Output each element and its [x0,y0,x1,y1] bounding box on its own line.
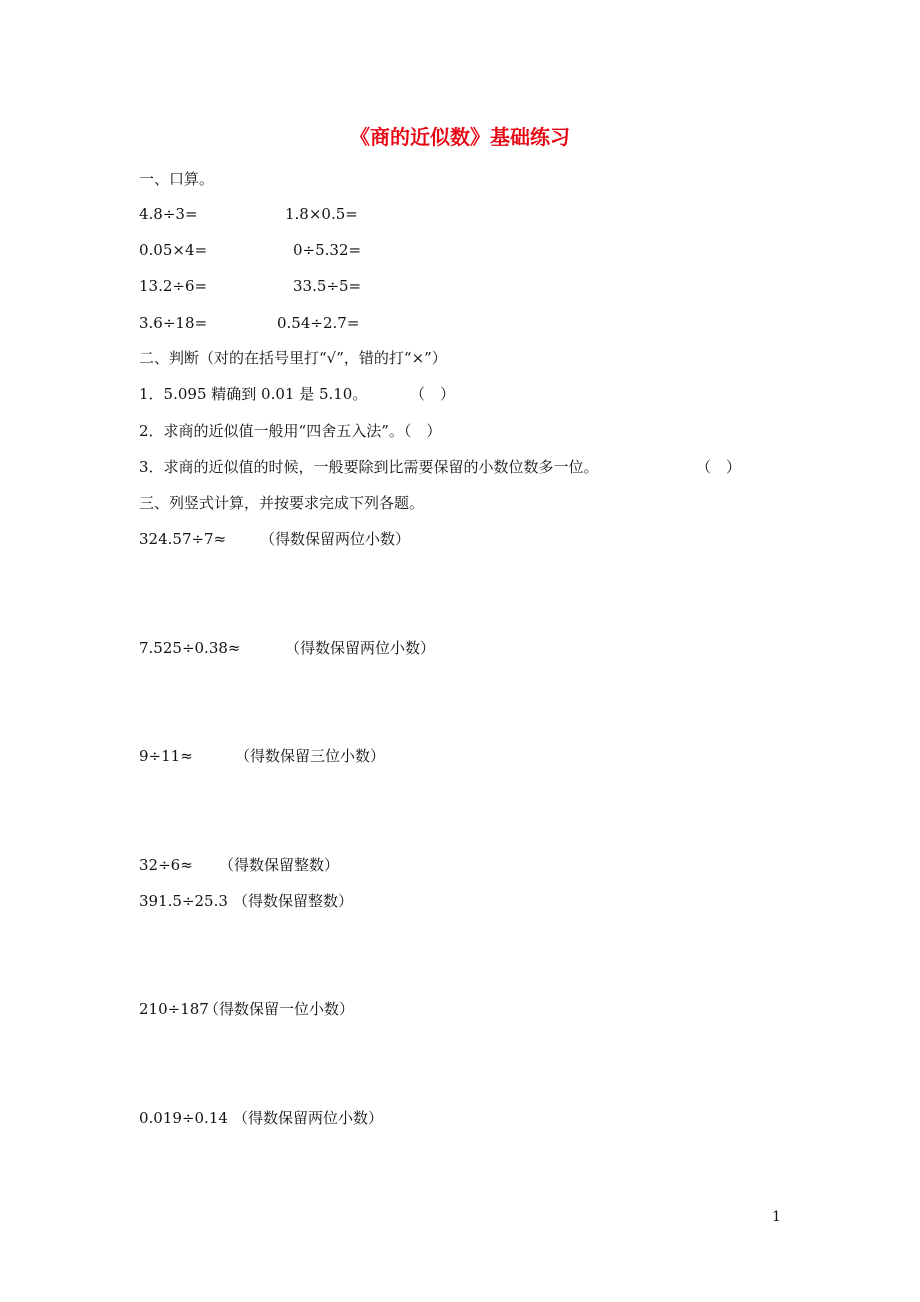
judge-item: 1．5.095 精确到 0.01 是 5.10。 [139,385,368,403]
vertical-calc-expr: 9÷11≈ [139,747,193,765]
vertical-calc-requirement: （得数保留整数） [219,856,340,874]
oral-calc-item: 0.54÷2.7= [277,314,360,332]
oral-calc-item: 3.6÷18= [139,314,208,332]
judge-item: 3．求商的近似值的时候，一般要除到比需要保留的小数位数多一位。 [139,458,599,476]
vertical-calc-requirement: （得数保留一位小数） [204,1000,355,1018]
vertical-calc-expr: 32÷6≈ [139,856,193,874]
oral-calc-item: 1.8×0.5= [285,205,358,223]
vertical-calc-requirement: （得数保留两位小数） [233,1109,384,1127]
answer-blank: （ ） [410,385,456,403]
vertical-calc-expr: 210÷187 [139,1000,209,1018]
vertical-calc-expr: 7.525÷0.38≈ [139,639,241,657]
answer-blank: （ ） [696,458,742,476]
vertical-calc-requirement: （得数保留整数） [233,892,354,910]
oral-calc-item: 13.2÷6= [139,277,208,295]
vertical-calc-expr: 324.57÷7≈ [139,530,227,548]
oral-calc-item: 0÷5.32= [293,241,362,259]
oral-calc-item: 0.05×4= [139,241,208,259]
vertical-calc-requirement: （得数保留三位小数） [235,747,386,765]
judge-item: 2．求商的近似值一般用“四舍五入法”。（ ） [139,422,442,440]
vertical-calc-expr: 0.019÷0.14 [139,1109,228,1127]
section3-heading: 三、列竖式计算，并按要求完成下列各题。 [139,494,425,512]
section1-heading: 一、口算。 [139,170,215,188]
section2-heading: 二、判断（对的在括号里打“√”，错的打“×”） [139,349,447,367]
page-number: 1 [772,1209,781,1225]
vertical-calc-requirement: （得数保留两位小数） [260,530,411,548]
oral-calc-item: 33.5÷5= [293,277,362,295]
oral-calc-item: 4.8÷3= [139,205,198,223]
page-title: 《商的近似数》基础练习 [350,125,570,149]
vertical-calc-expr: 391.5÷25.3 [139,892,228,910]
vertical-calc-requirement: （得数保留两位小数） [285,639,436,657]
